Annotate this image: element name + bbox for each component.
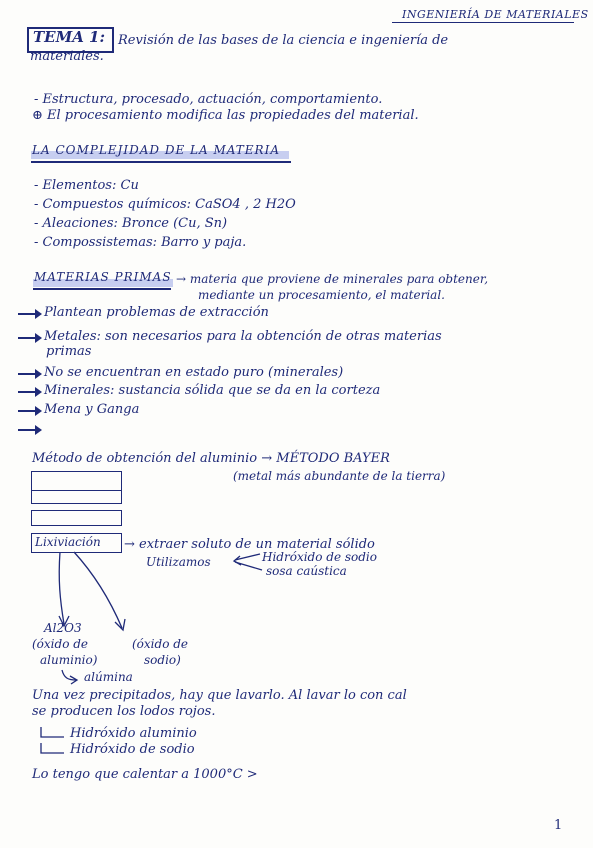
raw-item-cont: primas	[46, 344, 92, 359]
raw-item: Plantean problemas de extracción	[44, 305, 269, 320]
page-number: 1	[554, 818, 563, 833]
raw-heading: MATERIAS PRIMAS	[34, 270, 172, 284]
topic-title-line1: Revisión de las bases de la ciencia e ingeniería de	[118, 33, 449, 48]
bayer-line2: (metal más abundante de la tierra)	[233, 469, 446, 483]
complexity-heading: LA COMPLEJIDAD DE LA MATERIA	[32, 143, 280, 157]
complexity-item: - Compossistemas: Barro y paja.	[34, 235, 247, 250]
bayer-line1: Método de obtención del aluminio → MÉTODO BAYER	[32, 451, 390, 466]
closing-sub2: Hidróxido de sodio	[70, 742, 195, 757]
raw-item: Mena y Ganga	[44, 402, 140, 417]
reagent-1: Hidróxido de sodio	[262, 550, 377, 564]
product-2-line2: sodio)	[144, 653, 181, 667]
topic-title-line2: materiales.	[30, 49, 104, 64]
topic-label: TEMA 1:	[33, 28, 106, 46]
raw-definition-line2: mediante un procesamiento, el material.	[198, 288, 445, 302]
raw-item: Metales: son necesarios para la obtención de otras materias	[44, 329, 442, 344]
closing-line2: se producen los lodos rojos.	[32, 704, 216, 719]
raw-item: No se encuentran en estado puro (minerales)	[44, 365, 344, 380]
product-1-line2: (óxido de	[32, 637, 89, 651]
lixiviacion-label: Lixiviación	[35, 535, 101, 549]
header-subject: INGENIERÍA DE MATERIALES	[402, 8, 589, 21]
product-2-line1: (óxido de	[132, 637, 189, 651]
complexity-item: - Elementos: Cu	[34, 178, 139, 193]
product-1-line1: Al2O3	[44, 621, 82, 635]
product-1-line3: aluminio)	[40, 653, 98, 667]
closing-sub1: Hidróxido aluminio	[70, 726, 197, 741]
raw-item: Minerales: sustancia sólida que se da en la corteza	[44, 383, 381, 398]
complexity-item: - Compuestos químicos: CaSO4 , 2 H2O	[34, 197, 296, 212]
closing-line3: Lo tengo que calentar a 1000°C >	[32, 767, 258, 782]
reagent-2: sosa caústica	[266, 564, 347, 578]
complexity-item: - Aleaciones: Bronce (Cu, Sn)	[34, 216, 228, 231]
alumina-label: alúmina	[84, 670, 133, 684]
intro-line-2: ⊕ El procesamiento modifica las propiedades del material.	[32, 108, 419, 123]
raw-definition-line1: → materia que proviene de minerales para obtener,	[176, 272, 489, 286]
closing-line1: Una vez precipitados, hay que lavarlo. Al lavar lo con cal	[32, 688, 407, 703]
utilizamos-label: Utilizamos	[146, 555, 211, 569]
intro-line-1: - Estructura, procesado, actuación, comportamiento.	[34, 92, 383, 107]
lixiviacion-definition: → extraer soluto de un material sólido	[124, 537, 375, 552]
